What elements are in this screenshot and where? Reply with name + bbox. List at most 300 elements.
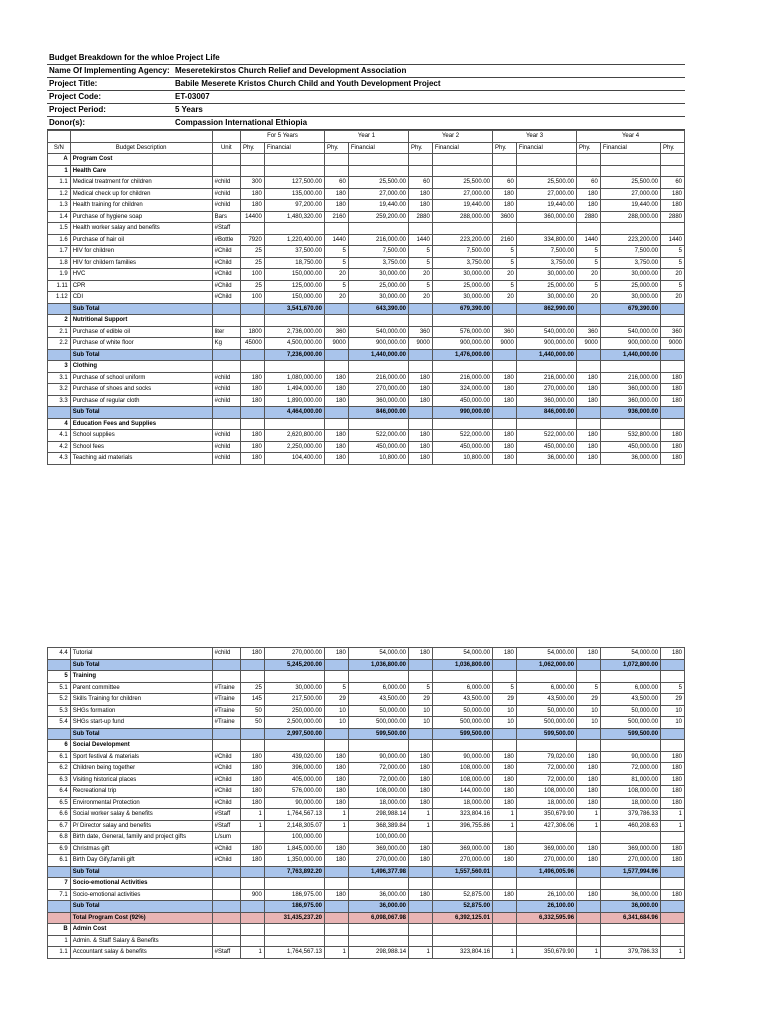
budget-row xyxy=(48,384,685,396)
row-phy xyxy=(661,878,685,890)
row-sn: 6.6 xyxy=(48,809,71,821)
project-info-row xyxy=(47,117,685,130)
row-phy: 180 xyxy=(577,763,601,775)
row-financial: 18,000.00 xyxy=(432,797,492,809)
row-financial xyxy=(432,740,492,752)
row-financial: 36,000.00 xyxy=(600,453,660,465)
budget-row xyxy=(48,326,685,338)
row-phy xyxy=(241,866,265,878)
row-description: HIV for childern families xyxy=(70,257,212,269)
row-phy: 180 xyxy=(324,453,348,465)
row-sn: 6.8 xyxy=(48,832,71,844)
row-description: Purchase of edible oil xyxy=(70,326,212,338)
row-phy xyxy=(661,223,685,235)
row-financial xyxy=(600,165,660,177)
budget-row xyxy=(48,947,685,959)
row-description: SHGs formation xyxy=(70,705,212,717)
row-phy: 10 xyxy=(577,717,601,729)
row-financial: 25,000.00 xyxy=(516,280,576,292)
row-financial: 369,000.00 xyxy=(432,843,492,855)
row-phy: 20 xyxy=(324,292,348,304)
row-phy xyxy=(493,361,517,373)
row-phy xyxy=(240,315,264,327)
header-unit: Unit xyxy=(212,142,240,154)
row-phy: 180 xyxy=(493,200,517,212)
budget-row xyxy=(48,809,685,821)
row-financial xyxy=(348,740,408,752)
row-phy: 10 xyxy=(325,705,349,717)
row-financial: 862,990.00 xyxy=(516,303,576,315)
row-phy xyxy=(577,935,601,947)
row-phy: 180 xyxy=(409,843,433,855)
row-phy: 50 xyxy=(241,705,265,717)
row-phy xyxy=(409,315,433,327)
row-phy xyxy=(325,832,349,844)
row-phy xyxy=(324,407,348,419)
budget-row xyxy=(48,292,685,304)
row-phy: 180 xyxy=(661,188,685,200)
subtotal-row xyxy=(48,901,685,913)
budget-row xyxy=(48,694,685,706)
header-financial: Financial xyxy=(264,142,324,154)
row-phy: 180 xyxy=(661,441,685,453)
row-sn: 2.1 xyxy=(48,326,71,338)
row-unit: #Staff xyxy=(212,947,240,959)
row-description: Skills Training for children xyxy=(70,694,212,706)
row-financial: 50,000.00 xyxy=(600,705,660,717)
row-phy: 2160 xyxy=(493,234,517,246)
row-sn: 5.4 xyxy=(48,717,71,729)
row-phy: 180 xyxy=(241,855,265,867)
header-phy: Phy. xyxy=(577,142,601,154)
row-phy: 1440 xyxy=(409,234,433,246)
project-info xyxy=(47,52,685,130)
row-unit xyxy=(212,349,240,361)
budget-sheet-page1 xyxy=(47,52,685,465)
row-financial: 427,306.06 xyxy=(516,820,576,832)
row-description: Medical treatment for children xyxy=(70,177,212,189)
row-financial: 450,000.00 xyxy=(516,441,576,453)
subtotal-row xyxy=(48,866,685,878)
row-financial xyxy=(600,361,660,373)
row-financial: 450,000.00 xyxy=(432,395,492,407)
row-sn xyxy=(48,659,71,671)
row-financial: 108,000.00 xyxy=(432,774,492,786)
row-financial: 27,000.00 xyxy=(600,188,660,200)
row-financial: 223,200.00 xyxy=(432,234,492,246)
row-phy: 1 xyxy=(325,947,349,959)
budget-row xyxy=(48,786,685,798)
project-info-row xyxy=(47,52,685,65)
row-financial: 540,000.00 xyxy=(348,326,408,338)
budget-row xyxy=(48,648,685,660)
row-phy: 20 xyxy=(493,292,517,304)
row-phy xyxy=(577,349,601,361)
row-phy: 180 xyxy=(493,843,517,855)
row-financial xyxy=(432,671,492,683)
row-description: Nutritional Support xyxy=(70,315,212,327)
row-unit: #Traine xyxy=(212,717,240,729)
budget-row xyxy=(48,682,685,694)
budget-row xyxy=(48,889,685,901)
row-description: Total Program Cost (92%) xyxy=(70,912,212,924)
row-phy: 100 xyxy=(240,292,264,304)
row-phy: 180 xyxy=(493,797,517,809)
row-phy: 360 xyxy=(577,326,601,338)
row-financial xyxy=(264,935,324,947)
header-spacer xyxy=(70,131,212,143)
row-phy xyxy=(240,361,264,373)
row-financial: 323,804.16 xyxy=(432,809,492,821)
row-phy: 180 xyxy=(325,797,349,809)
row-financial: 1,062,000.00 xyxy=(516,659,576,671)
row-financial: 217,500.00 xyxy=(264,694,324,706)
row-description: Purchase of hygiene soap xyxy=(70,211,212,223)
section-row xyxy=(48,671,685,683)
row-description: Visiting historical places xyxy=(70,774,212,786)
row-phy: 1 xyxy=(493,820,517,832)
row-financial: 43,500.00 xyxy=(600,694,660,706)
row-phy: 180 xyxy=(240,200,264,212)
row-financial xyxy=(516,924,576,936)
project-info-value: Babile Meserete Kristos Church Child and Youth Development Project xyxy=(175,79,441,88)
row-financial: 522,000.00 xyxy=(516,430,576,442)
row-phy xyxy=(493,407,517,419)
row-phy xyxy=(241,878,265,890)
row-sn: 6.3 xyxy=(48,774,71,786)
row-financial: 522,000.00 xyxy=(348,430,408,442)
row-description: CPR xyxy=(70,280,212,292)
row-financial: 54,000.00 xyxy=(348,648,408,660)
row-phy: 180 xyxy=(577,384,601,396)
row-phy: 180 xyxy=(661,384,685,396)
row-unit: #child xyxy=(212,177,240,189)
row-financial: 2,250,000.00 xyxy=(264,441,324,453)
row-phy: 180 xyxy=(577,453,601,465)
row-phy xyxy=(324,361,348,373)
row-financial xyxy=(264,671,324,683)
row-financial: 1,557,560.01 xyxy=(432,866,492,878)
row-financial xyxy=(348,315,408,327)
row-phy xyxy=(324,165,348,177)
row-phy xyxy=(661,866,685,878)
row-financial: 369,000.00 xyxy=(348,843,408,855)
row-sn: 1.1 xyxy=(48,177,71,189)
row-description: Sub Total xyxy=(70,349,212,361)
row-phy: 180 xyxy=(409,774,433,786)
row-phy: 180 xyxy=(493,430,517,442)
row-financial: 43,500.00 xyxy=(516,694,576,706)
row-phy: 180 xyxy=(493,763,517,775)
row-phy: 60 xyxy=(324,177,348,189)
budget-table-page1 xyxy=(47,130,685,465)
row-phy: 25 xyxy=(240,246,264,258)
row-phy: 180 xyxy=(661,797,685,809)
row-phy xyxy=(493,418,517,430)
row-phy: 180 xyxy=(577,441,601,453)
row-financial xyxy=(600,315,660,327)
row-phy xyxy=(409,418,433,430)
row-sn xyxy=(48,303,71,315)
row-financial: 223,200.00 xyxy=(600,234,660,246)
row-phy: 180 xyxy=(493,648,517,660)
row-financial: 19,440.00 xyxy=(600,200,660,212)
row-sn: 3 xyxy=(48,361,71,373)
row-financial: 270,000.00 xyxy=(348,855,408,867)
row-financial: 186,975.00 xyxy=(264,901,324,913)
row-unit: #Child xyxy=(212,855,240,867)
row-financial: 288,000.00 xyxy=(600,211,660,223)
row-financial: 379,786.33 xyxy=(600,809,660,821)
row-financial: 1,890,000.00 xyxy=(264,395,324,407)
row-phy xyxy=(409,866,433,878)
row-phy: 180 xyxy=(409,395,433,407)
row-financial: 10,800.00 xyxy=(432,453,492,465)
row-phy: 180 xyxy=(241,786,265,798)
budget-row xyxy=(48,935,685,947)
row-unit: Kg xyxy=(212,338,240,350)
row-unit: #child xyxy=(212,648,240,660)
row-phy xyxy=(409,832,433,844)
row-phy: 145 xyxy=(241,694,265,706)
row-description: Medical check up for children xyxy=(70,188,212,200)
header-phy: Phy. xyxy=(661,142,685,154)
row-financial: 6,098,067.98 xyxy=(348,912,408,924)
row-financial: 6,000.00 xyxy=(432,682,492,694)
row-sn: A xyxy=(48,154,71,166)
row-unit: L/sum xyxy=(212,832,240,844)
row-description: P/ Director salay and benefits xyxy=(70,820,212,832)
row-financial xyxy=(516,165,576,177)
row-phy xyxy=(661,728,685,740)
row-unit: #child xyxy=(212,372,240,384)
row-phy: 180 xyxy=(661,453,685,465)
row-phy: 180 xyxy=(409,889,433,901)
row-unit: #child xyxy=(212,188,240,200)
row-financial: 4,464,000.00 xyxy=(264,407,324,419)
row-financial xyxy=(600,832,660,844)
row-phy: 180 xyxy=(409,430,433,442)
row-description: Birth date, General, family and project gifts xyxy=(70,832,212,844)
row-financial: 1,440,000.00 xyxy=(600,349,660,361)
row-financial: 81,000.00 xyxy=(600,774,660,786)
row-unit xyxy=(212,728,240,740)
row-sn: 7.1 xyxy=(48,889,71,901)
row-financial xyxy=(432,315,492,327)
row-phy: 360 xyxy=(324,326,348,338)
row-financial: 25,000.00 xyxy=(600,280,660,292)
row-phy xyxy=(577,878,601,890)
row-financial: 350,679.90 xyxy=(516,809,576,821)
budget-table-page2 xyxy=(47,647,685,959)
row-phy xyxy=(324,303,348,315)
row-phy: 180 xyxy=(661,855,685,867)
budget-row xyxy=(48,705,685,717)
row-unit: liter xyxy=(212,326,240,338)
row-financial: 108,000.00 xyxy=(432,763,492,775)
row-financial: 396,755.86 xyxy=(432,820,492,832)
row-phy: 2160 xyxy=(324,211,348,223)
row-financial: 18,000.00 xyxy=(348,797,408,809)
subtotal-row xyxy=(48,349,685,361)
row-phy xyxy=(409,671,433,683)
row-financial: 3,750.00 xyxy=(348,257,408,269)
row-financial: 186,975.00 xyxy=(264,889,324,901)
row-financial: 3,750.00 xyxy=(516,257,576,269)
section-row xyxy=(48,154,685,166)
row-phy xyxy=(493,349,517,361)
row-financial: 72,000.00 xyxy=(348,774,408,786)
section-row xyxy=(48,740,685,752)
row-phy: 29 xyxy=(409,694,433,706)
row-financial: 500,000.00 xyxy=(348,717,408,729)
row-phy: 180 xyxy=(661,763,685,775)
row-phy xyxy=(661,154,685,166)
row-sn xyxy=(48,407,71,419)
row-financial: 7,500.00 xyxy=(516,246,576,258)
row-description: Sub Total xyxy=(70,659,212,671)
row-phy xyxy=(325,901,349,913)
row-phy xyxy=(661,901,685,913)
row-financial xyxy=(264,361,324,373)
row-phy xyxy=(577,832,601,844)
row-financial: 450,000.00 xyxy=(432,441,492,453)
row-phy: 180 xyxy=(661,751,685,763)
row-financial: 7,236,000.00 xyxy=(264,349,324,361)
header-phy: Phy. xyxy=(409,142,433,154)
row-sn: 1.11 xyxy=(48,280,71,292)
row-unit: #Staff xyxy=(212,809,240,821)
row-sn: 6.4 xyxy=(48,786,71,798)
row-description: Training xyxy=(70,671,212,683)
row-financial: 1,080,000.00 xyxy=(264,372,324,384)
row-phy: 180 xyxy=(324,395,348,407)
row-phy: 3600 xyxy=(493,211,517,223)
row-financial: 54,000.00 xyxy=(600,648,660,660)
budget-row xyxy=(48,453,685,465)
row-phy: 180 xyxy=(325,763,349,775)
row-financial: 30,000.00 xyxy=(600,292,660,304)
row-sn: 1.3 xyxy=(48,200,71,212)
row-financial: 1,476,000.00 xyxy=(432,349,492,361)
row-description: Parent committee xyxy=(70,682,212,694)
row-phy: 9000 xyxy=(661,338,685,350)
row-phy xyxy=(661,740,685,752)
row-financial: 532,800.00 xyxy=(600,430,660,442)
row-financial: 6,392,125.01 xyxy=(432,912,492,924)
row-financial xyxy=(348,165,408,177)
row-financial: 846,000.00 xyxy=(348,407,408,419)
project-info-row xyxy=(47,65,685,78)
row-phy: 20 xyxy=(493,269,517,281)
row-unit: #Traine xyxy=(212,694,240,706)
row-financial: 36,000.00 xyxy=(348,889,408,901)
row-description: SHGs start-up fund xyxy=(70,717,212,729)
row-financial: 360,000.00 xyxy=(600,384,660,396)
budget-row xyxy=(48,843,685,855)
row-financial: 1,496,005.96 xyxy=(516,866,576,878)
row-financial xyxy=(516,832,576,844)
row-phy xyxy=(493,878,517,890)
row-financial: 936,000.00 xyxy=(600,407,660,419)
row-phy xyxy=(409,407,433,419)
row-phy: 1 xyxy=(661,809,685,821)
row-financial: 144,000.00 xyxy=(432,786,492,798)
budget-row xyxy=(48,797,685,809)
row-financial: 846,000.00 xyxy=(516,407,576,419)
row-phy xyxy=(325,866,349,878)
row-phy: 29 xyxy=(661,694,685,706)
header-phy: Phy. xyxy=(240,142,264,154)
row-phy xyxy=(409,349,433,361)
header-period: Year 3 xyxy=(493,131,577,143)
row-financial: 288,000.00 xyxy=(432,211,492,223)
row-unit: #Staff xyxy=(212,223,240,235)
row-description: Purchase of hair oil xyxy=(70,234,212,246)
row-financial xyxy=(516,878,576,890)
row-phy xyxy=(241,671,265,683)
row-financial: 100,000.00 xyxy=(348,832,408,844)
row-phy: 180 xyxy=(493,395,517,407)
row-financial xyxy=(348,671,408,683)
row-phy: 180 xyxy=(661,843,685,855)
project-info-label: Project Code: xyxy=(49,92,102,101)
row-financial: 1,764,567.13 xyxy=(264,809,324,821)
row-unit: Bars xyxy=(212,211,240,223)
row-phy: 180 xyxy=(577,797,601,809)
project-info-value: 5 Years xyxy=(175,105,203,114)
budget-row xyxy=(48,395,685,407)
row-phy: 180 xyxy=(661,395,685,407)
budget-row xyxy=(48,855,685,867)
row-financial: 108,000.00 xyxy=(600,786,660,798)
row-phy: 25 xyxy=(241,682,265,694)
row-phy xyxy=(409,154,433,166)
row-phy xyxy=(240,349,264,361)
row-unit: #child xyxy=(212,441,240,453)
row-phy xyxy=(661,407,685,419)
row-financial: 576,000.00 xyxy=(432,326,492,338)
row-financial: 72,000.00 xyxy=(516,763,576,775)
row-unit xyxy=(212,659,240,671)
row-financial xyxy=(600,418,660,430)
row-phy: 180 xyxy=(240,372,264,384)
row-financial: 97,200.00 xyxy=(264,200,324,212)
row-financial: 50,000.00 xyxy=(348,705,408,717)
row-financial: 18,000.00 xyxy=(600,797,660,809)
row-financial: 27,000.00 xyxy=(516,188,576,200)
row-financial: 90,000.00 xyxy=(264,797,324,809)
row-financial xyxy=(432,154,492,166)
row-phy: 180 xyxy=(661,648,685,660)
row-phy xyxy=(324,154,348,166)
row-phy xyxy=(493,671,517,683)
row-description: Teaching aid materials xyxy=(70,453,212,465)
row-phy: 360 xyxy=(493,326,517,338)
row-phy: 20 xyxy=(577,292,601,304)
row-sn: 5.2 xyxy=(48,694,71,706)
row-phy xyxy=(577,740,601,752)
row-sn xyxy=(48,901,71,913)
row-unit xyxy=(212,154,240,166)
row-financial: 900,000.00 xyxy=(348,338,408,350)
row-phy: 10 xyxy=(325,717,349,729)
row-financial: 30,000.00 xyxy=(264,682,324,694)
row-financial: 25,500.00 xyxy=(516,177,576,189)
budget-row xyxy=(48,280,685,292)
row-phy: 180 xyxy=(241,763,265,775)
row-financial: 500,000.00 xyxy=(516,717,576,729)
